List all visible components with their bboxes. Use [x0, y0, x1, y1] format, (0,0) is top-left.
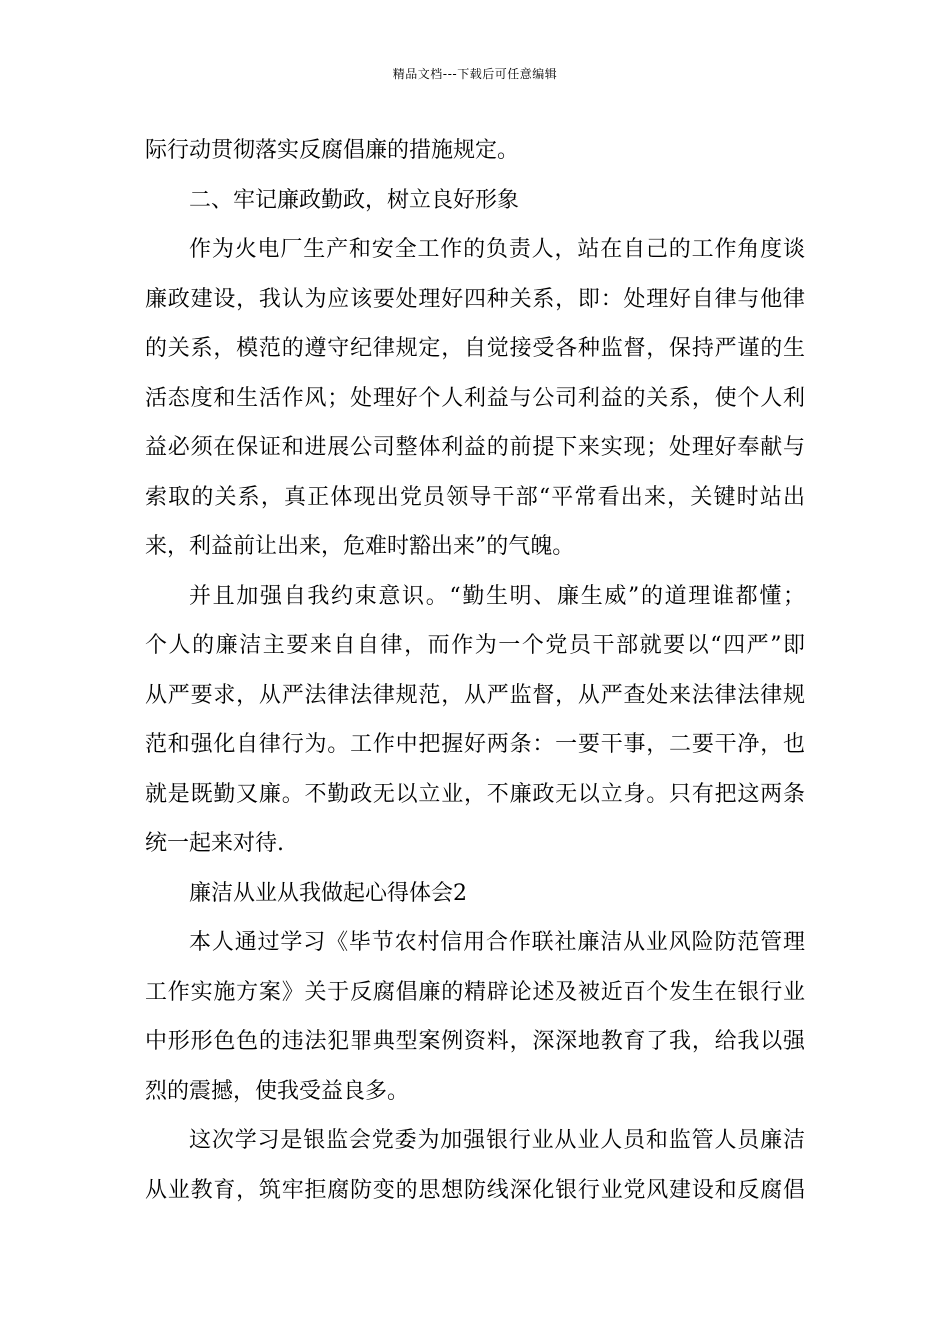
text-line: 本人通过学习《毕节农村信用合作联社廉洁从业风险防范管理 — [189, 930, 805, 955]
text-line: 并且加强自我约束意识。“勤生明、廉生威”的道理谁都懂； — [189, 583, 805, 609]
text-line: 统一起来对待. — [145, 831, 284, 856]
text-line: 中形形色色的违法犯罪典型案例资料，深深地教育了我，给我以强 — [145, 1029, 805, 1054]
text-line: 作为火电厂生产和安全工作的负责人，站在自己的工作角度谈 — [189, 237, 805, 262]
text-line: 的关系，模范的遵守纪律规定，自觉接受各种监督，保持严谨的生 — [145, 336, 805, 361]
text-line: 烈的震撼，使我受益良多。 — [145, 1078, 410, 1104]
text-line: 廉洁从业从我做起心得体会2 — [189, 880, 467, 906]
text-line: 从严要求，从严法律法律规范，从严监督，从严查处来法律法律规 — [145, 682, 805, 708]
page-header: 精品文档---下载后可任意编辑 — [392, 67, 558, 81]
text-line: 二、牢记廉政勤政，树立良好形象 — [189, 187, 520, 213]
text-line: 来，利益前让出来，危难时豁出来”的气魄。 — [145, 534, 575, 559]
text-line: 范和强化自律行为。工作中把握好两条：一要干事，二要干净，也 — [145, 732, 805, 757]
text-line: 这次学习是银监会党委为加强银行业从业人员和监管人员廉洁 — [189, 1128, 805, 1153]
text-line: 就是既勤又廉。不勤政无以立业，不廉政无以立身。只有把这两条 — [145, 781, 805, 807]
text-line: 从业教育，筑牢拒腐防变的思想防线深化银行业党风建设和反腐倡 — [145, 1177, 805, 1203]
document-body — [145, 126, 805, 1215]
text-line: 个人的廉洁主要来自自律，而作为一个党员干部就要以“四严”即 — [145, 633, 805, 658]
text-line: 工作实施方案》关于反腐倡廉的精辟论述及被近百个发生在银行业 — [145, 979, 805, 1005]
text-line: 活态度和生活作风；处理好个人利益与公司利益的关系，使个人利 — [145, 385, 805, 411]
text-line: 索取的关系，真正体现出党员领导干部“平常看出来，关键时站出 — [145, 484, 805, 510]
text-line: 际行动贯彻落实反腐倡廉的措施规定。 — [145, 138, 520, 163]
text-line: 廉政建设，我认为应该要处理好四种关系，即：处理好自律与他律 — [145, 286, 805, 312]
text-line: 益必须在保证和进展公司整体利益的前提下来实现；处理好奉献与 — [145, 435, 805, 460]
